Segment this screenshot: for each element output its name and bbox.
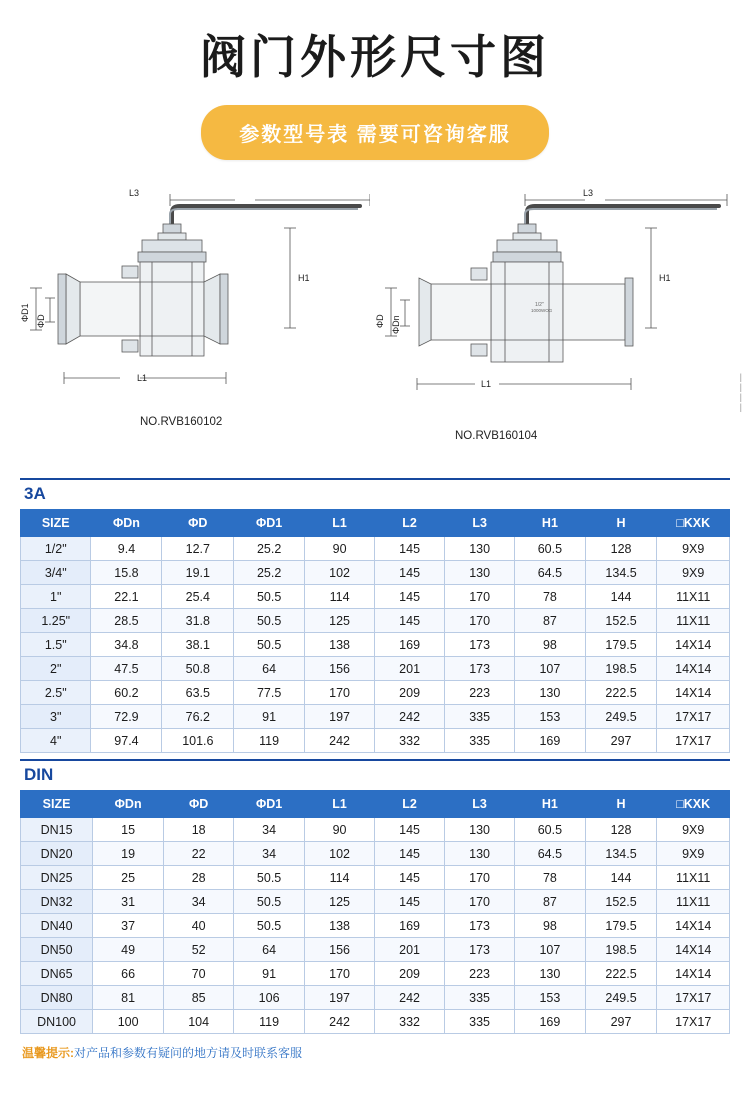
cell-h: 179.5 bbox=[585, 633, 657, 657]
cell-d1: 106 bbox=[234, 986, 305, 1010]
cell-l2: 145 bbox=[375, 585, 445, 609]
cell-h1: 98 bbox=[515, 633, 586, 657]
cell-l1: 197 bbox=[305, 986, 375, 1010]
cell-l1: 90 bbox=[305, 537, 375, 561]
cell-d1: 91 bbox=[234, 705, 305, 729]
cell-l3: 173 bbox=[445, 633, 515, 657]
cell-dn: 19 bbox=[93, 842, 164, 866]
cell-d: 101.6 bbox=[162, 729, 234, 753]
table-row bbox=[21, 537, 730, 561]
table-body-din bbox=[21, 818, 730, 1034]
cell-l2: 242 bbox=[375, 705, 445, 729]
cell-l3: 335 bbox=[445, 729, 515, 753]
technical-drawings bbox=[0, 178, 750, 478]
cell-dn: 49 bbox=[93, 938, 164, 962]
cell-l1: 138 bbox=[305, 633, 375, 657]
table-header-row bbox=[21, 791, 730, 818]
cell-h: 179.5 bbox=[585, 914, 657, 938]
dim-label-h1-right: H1 bbox=[659, 273, 671, 284]
cell-dn: 97.4 bbox=[91, 729, 162, 753]
cell-dn: 25 bbox=[93, 866, 164, 890]
table-row bbox=[21, 705, 730, 729]
cell-l3: 173 bbox=[445, 657, 515, 681]
cell-h1: 153 bbox=[515, 986, 586, 1010]
cell-d: 50.8 bbox=[162, 657, 234, 681]
cell-l3: 130 bbox=[445, 842, 515, 866]
col-header-h: H bbox=[585, 510, 657, 537]
table-row bbox=[21, 962, 730, 986]
cell-l3: 170 bbox=[445, 585, 515, 609]
cell-dn: 9.4 bbox=[91, 537, 162, 561]
cell-l1: 102 bbox=[305, 842, 375, 866]
cell-h1: 78 bbox=[515, 585, 586, 609]
dim-label-l3-right: L3 bbox=[583, 188, 594, 199]
table-title-din: DIN bbox=[20, 759, 730, 790]
cell-h1: 169 bbox=[515, 729, 586, 753]
cell-l1: 170 bbox=[305, 962, 375, 986]
cell-l2: 145 bbox=[375, 890, 445, 914]
table-row bbox=[21, 585, 730, 609]
col-header-h1: H1 bbox=[515, 510, 586, 537]
cell-d1: 50.5 bbox=[234, 633, 305, 657]
cell-size: 1/2" bbox=[21, 537, 91, 561]
cell-size: 3/4" bbox=[21, 561, 91, 585]
cell-kxk: 17X17 bbox=[657, 729, 730, 753]
cell-size: DN40 bbox=[21, 914, 93, 938]
cell-d: 18 bbox=[164, 818, 234, 842]
cell-l1: 114 bbox=[305, 866, 375, 890]
cell-size: DN80 bbox=[21, 986, 93, 1010]
col-header-d: ΦD bbox=[164, 791, 234, 818]
spec-tables bbox=[20, 478, 730, 1034]
cell-dn: 66 bbox=[93, 962, 164, 986]
cell-kxk: 9X9 bbox=[657, 537, 730, 561]
cell-h: 128 bbox=[585, 818, 657, 842]
col-header-l3: L3 bbox=[445, 791, 515, 818]
cell-kxk: 9X9 bbox=[657, 561, 730, 585]
cell-size: 3" bbox=[21, 705, 91, 729]
col-header-h1: H1 bbox=[515, 791, 586, 818]
cell-kxk: 14X14 bbox=[657, 657, 730, 681]
col-header-h: H bbox=[585, 791, 657, 818]
table-row bbox=[21, 729, 730, 753]
cell-h: 222.5 bbox=[585, 962, 657, 986]
cell-h: 128 bbox=[585, 537, 657, 561]
table-row bbox=[21, 1010, 730, 1034]
cell-d: 85 bbox=[164, 986, 234, 1010]
cell-dn: 47.5 bbox=[91, 657, 162, 681]
cell-h: 198.5 bbox=[585, 657, 657, 681]
cell-l1: 242 bbox=[305, 1010, 375, 1034]
cell-h: 144 bbox=[585, 585, 657, 609]
cell-l2: 145 bbox=[375, 609, 445, 633]
cell-kxk: 11X11 bbox=[657, 609, 730, 633]
cell-h: 249.5 bbox=[585, 705, 657, 729]
cell-dn: 100 bbox=[93, 1010, 164, 1034]
col-header-l2: L2 bbox=[375, 791, 445, 818]
cell-l2: 201 bbox=[375, 938, 445, 962]
table-block-3a bbox=[20, 478, 730, 753]
cell-h1: 130 bbox=[515, 681, 586, 705]
cell-size: 2.5" bbox=[21, 681, 91, 705]
cell-l2: 145 bbox=[375, 866, 445, 890]
cell-d1: 50.5 bbox=[234, 609, 305, 633]
col-header-d1: ΦD1 bbox=[234, 510, 305, 537]
cell-d1: 64 bbox=[234, 657, 305, 681]
cell-l3: 170 bbox=[445, 609, 515, 633]
cell-kxk: 17X17 bbox=[657, 986, 730, 1010]
cell-size: DN65 bbox=[21, 962, 93, 986]
cell-l1: 90 bbox=[305, 818, 375, 842]
col-header-d: ΦD bbox=[162, 510, 234, 537]
cell-kxk: 14X14 bbox=[657, 633, 730, 657]
cell-d1: 50.5 bbox=[234, 914, 305, 938]
cell-l2: 332 bbox=[375, 729, 445, 753]
cell-size: 1" bbox=[21, 585, 91, 609]
footer-note-label: 温馨提示: bbox=[22, 1046, 74, 1061]
cell-d: 63.5 bbox=[162, 681, 234, 705]
drawing-caption-right: NO.RVB160104 bbox=[455, 430, 538, 443]
page-edge-marks: | | | | bbox=[739, 372, 742, 412]
table-row bbox=[21, 986, 730, 1010]
cell-kxk: 17X17 bbox=[657, 1010, 730, 1034]
table-row bbox=[21, 681, 730, 705]
cell-kxk: 14X14 bbox=[657, 914, 730, 938]
cell-h: 152.5 bbox=[585, 609, 657, 633]
cell-dn: 31 bbox=[93, 890, 164, 914]
cell-l3: 170 bbox=[445, 890, 515, 914]
cell-d1: 50.5 bbox=[234, 585, 305, 609]
cell-l3: 173 bbox=[445, 938, 515, 962]
table-row bbox=[21, 938, 730, 962]
cell-h1: 60.5 bbox=[515, 818, 586, 842]
subtitle-pill-wrapper bbox=[0, 105, 750, 160]
dim-label-d1-left: ΦD1 bbox=[20, 303, 30, 323]
cell-h: 152.5 bbox=[585, 890, 657, 914]
cell-l2: 169 bbox=[375, 914, 445, 938]
table-row bbox=[21, 561, 730, 585]
table-row bbox=[21, 633, 730, 657]
cell-d: 76.2 bbox=[162, 705, 234, 729]
cell-d1: 50.5 bbox=[234, 866, 305, 890]
cell-d: 104 bbox=[164, 1010, 234, 1034]
table-block-din bbox=[20, 759, 730, 1034]
cell-l2: 209 bbox=[375, 681, 445, 705]
cell-dn: 37 bbox=[93, 914, 164, 938]
col-header-kxk: □KXK bbox=[657, 791, 730, 818]
cell-l1: 170 bbox=[305, 681, 375, 705]
page-title: 阀门外形尺寸图 bbox=[200, 31, 550, 83]
cell-h1: 78 bbox=[515, 866, 586, 890]
cell-l2: 169 bbox=[375, 633, 445, 657]
col-header-dn: ΦDn bbox=[91, 510, 162, 537]
cell-l3: 335 bbox=[445, 705, 515, 729]
cell-d1: 34 bbox=[234, 842, 305, 866]
cell-l2: 209 bbox=[375, 962, 445, 986]
cell-kxk: 14X14 bbox=[657, 962, 730, 986]
cell-h1: 153 bbox=[515, 705, 586, 729]
cell-l1: 102 bbox=[305, 561, 375, 585]
col-header-l3: L3 bbox=[445, 510, 515, 537]
table-header-row bbox=[21, 510, 730, 537]
col-header-l1: L1 bbox=[305, 791, 375, 818]
col-header-d1: ΦD1 bbox=[234, 791, 305, 818]
table-row bbox=[21, 818, 730, 842]
cell-d1: 50.5 bbox=[234, 890, 305, 914]
valve-body-marking: 1/2" bbox=[535, 302, 544, 309]
cell-size: 1.25" bbox=[21, 609, 91, 633]
cell-l3: 130 bbox=[445, 561, 515, 585]
cell-kxk: 11X11 bbox=[657, 585, 730, 609]
cell-h1: 98 bbox=[515, 914, 586, 938]
table-row bbox=[21, 866, 730, 890]
cell-h: 134.5 bbox=[585, 561, 657, 585]
cell-l3: 130 bbox=[445, 537, 515, 561]
cell-size: 1.5" bbox=[21, 633, 91, 657]
cell-l3: 335 bbox=[445, 986, 515, 1010]
cell-h1: 130 bbox=[515, 962, 586, 986]
cell-h1: 107 bbox=[515, 938, 586, 962]
cell-l1: 114 bbox=[305, 585, 375, 609]
dim-label-l1-left: L1 bbox=[137, 373, 148, 384]
cell-l3: 170 bbox=[445, 866, 515, 890]
cell-d1: 25.2 bbox=[234, 561, 305, 585]
cell-kxk: 11X11 bbox=[657, 890, 730, 914]
cell-l1: 156 bbox=[305, 938, 375, 962]
col-header-size: SIZE bbox=[21, 791, 93, 818]
cell-size: DN15 bbox=[21, 818, 93, 842]
table-row bbox=[21, 609, 730, 633]
col-header-dn: ΦDn bbox=[93, 791, 164, 818]
footer-note-text: 对产品和参数有疑问的地方请及时联系客服 bbox=[74, 1046, 303, 1061]
cell-h: 249.5 bbox=[585, 986, 657, 1010]
valve-drawing-left bbox=[20, 178, 370, 418]
cell-kxk: 14X14 bbox=[657, 681, 730, 705]
cell-h1: 64.5 bbox=[515, 842, 586, 866]
cell-l1: 156 bbox=[305, 657, 375, 681]
cell-h: 297 bbox=[585, 729, 657, 753]
table-row bbox=[21, 842, 730, 866]
cell-d1: 25.2 bbox=[234, 537, 305, 561]
table-title-3a: 3A bbox=[20, 478, 730, 509]
cell-d: 28 bbox=[164, 866, 234, 890]
cell-dn: 72.9 bbox=[91, 705, 162, 729]
cell-size: DN50 bbox=[21, 938, 93, 962]
col-header-kxk: □KXK bbox=[657, 510, 730, 537]
cell-dn: 28.5 bbox=[91, 609, 162, 633]
table-din bbox=[20, 790, 730, 1034]
cell-kxk: 14X14 bbox=[657, 938, 730, 962]
cell-dn: 60.2 bbox=[91, 681, 162, 705]
cell-d: 40 bbox=[164, 914, 234, 938]
cell-size: DN20 bbox=[21, 842, 93, 866]
cell-d: 38.1 bbox=[162, 633, 234, 657]
cell-size: DN32 bbox=[21, 890, 93, 914]
cell-l1: 138 bbox=[305, 914, 375, 938]
cell-d: 31.8 bbox=[162, 609, 234, 633]
dim-label-dn-right: ΦDn bbox=[391, 315, 401, 335]
cell-d1: 64 bbox=[234, 938, 305, 962]
cell-size: DN25 bbox=[21, 866, 93, 890]
cell-l2: 145 bbox=[375, 537, 445, 561]
cell-h1: 64.5 bbox=[515, 561, 586, 585]
cell-l2: 145 bbox=[375, 842, 445, 866]
cell-d: 22 bbox=[164, 842, 234, 866]
cell-dn: 22.1 bbox=[91, 585, 162, 609]
cell-l3: 173 bbox=[445, 914, 515, 938]
dim-label-l1-right: L1 bbox=[481, 379, 492, 390]
valve-drawing-right bbox=[375, 178, 735, 428]
cell-l2: 145 bbox=[375, 561, 445, 585]
cell-dn: 15.8 bbox=[91, 561, 162, 585]
drawing-caption-left: NO.RVB160102 bbox=[140, 416, 223, 429]
cell-dn: 81 bbox=[93, 986, 164, 1010]
cell-l3: 335 bbox=[445, 1010, 515, 1034]
col-header-size: SIZE bbox=[21, 510, 91, 537]
dim-label-d-left: ΦD bbox=[36, 314, 46, 329]
cell-d1: 91 bbox=[234, 962, 305, 986]
cell-d: 19.1 bbox=[162, 561, 234, 585]
cell-l1: 125 bbox=[305, 890, 375, 914]
cell-d1: 77.5 bbox=[234, 681, 305, 705]
cell-h1: 60.5 bbox=[515, 537, 586, 561]
cell-l2: 201 bbox=[375, 657, 445, 681]
cell-d1: 119 bbox=[234, 1010, 305, 1034]
cell-h1: 107 bbox=[515, 657, 586, 681]
cell-d: 25.4 bbox=[162, 585, 234, 609]
cell-d: 52 bbox=[164, 938, 234, 962]
cell-d: 12.7 bbox=[162, 537, 234, 561]
dim-label-l3-left: L3 bbox=[129, 188, 140, 199]
cell-h: 134.5 bbox=[585, 842, 657, 866]
cell-l1: 197 bbox=[305, 705, 375, 729]
cell-d1: 34 bbox=[234, 818, 305, 842]
cell-l3: 223 bbox=[445, 681, 515, 705]
table-row bbox=[21, 914, 730, 938]
table-row bbox=[21, 657, 730, 681]
cell-h1: 169 bbox=[515, 1010, 586, 1034]
cell-kxk: 11X11 bbox=[657, 866, 730, 890]
cell-size: 4" bbox=[21, 729, 91, 753]
table-3a bbox=[20, 509, 730, 753]
cell-l3: 223 bbox=[445, 962, 515, 986]
valve-body-marking-2: 1000WOG bbox=[531, 308, 553, 314]
cell-l1: 125 bbox=[305, 609, 375, 633]
cell-h1: 87 bbox=[515, 609, 586, 633]
cell-l2: 332 bbox=[375, 1010, 445, 1034]
col-header-l1: L1 bbox=[305, 510, 375, 537]
cell-d1: 119 bbox=[234, 729, 305, 753]
cell-l3: 130 bbox=[445, 818, 515, 842]
cell-h: 297 bbox=[585, 1010, 657, 1034]
cell-l1: 242 bbox=[305, 729, 375, 753]
col-header-l2: L2 bbox=[375, 510, 445, 537]
dim-label-h1-left: H1 bbox=[298, 273, 310, 284]
cell-h: 198.5 bbox=[585, 938, 657, 962]
cell-l2: 145 bbox=[375, 818, 445, 842]
cell-kxk: 9X9 bbox=[657, 842, 730, 866]
cell-size: 2" bbox=[21, 657, 91, 681]
cell-l2: 242 bbox=[375, 986, 445, 1010]
table-row bbox=[21, 890, 730, 914]
cell-d: 34 bbox=[164, 890, 234, 914]
footer-note bbox=[22, 1044, 750, 1061]
cell-h: 222.5 bbox=[585, 681, 657, 705]
cell-d: 70 bbox=[164, 962, 234, 986]
table-body-3a bbox=[21, 537, 730, 753]
cell-kxk: 9X9 bbox=[657, 818, 730, 842]
dim-label-d-right: ΦD bbox=[375, 314, 385, 329]
cell-dn: 34.8 bbox=[91, 633, 162, 657]
cell-size: DN100 bbox=[21, 1010, 93, 1034]
cell-kxk: 17X17 bbox=[657, 705, 730, 729]
cell-h: 144 bbox=[585, 866, 657, 890]
cell-dn: 15 bbox=[93, 818, 164, 842]
cell-h1: 87 bbox=[515, 890, 586, 914]
subtitle-pill: 参数型号表 需要可咨询客服 bbox=[201, 105, 549, 160]
